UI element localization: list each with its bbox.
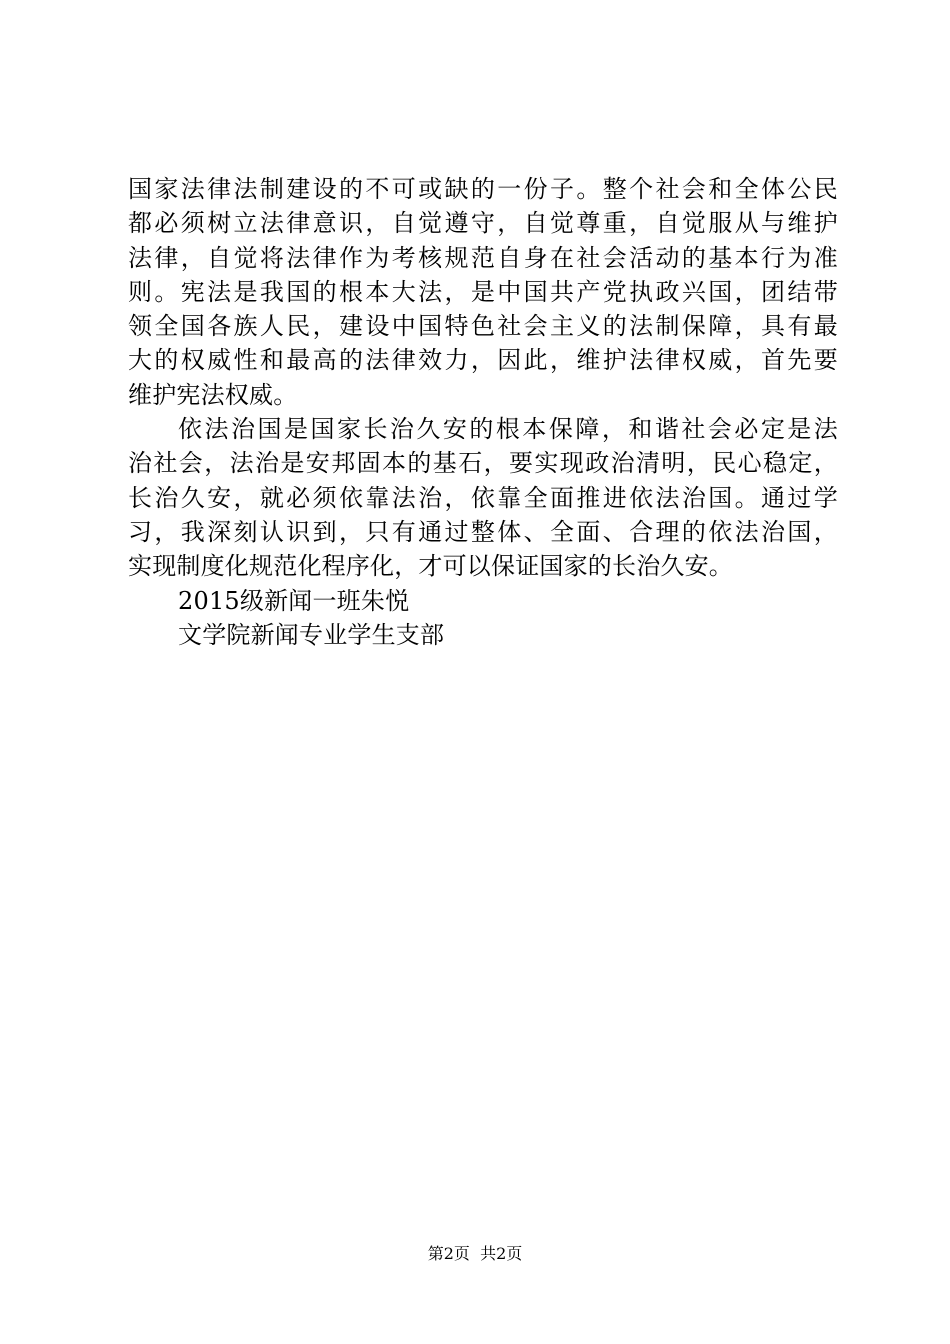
paragraph-2-line-3: 长治久安，就必须依靠法治，依靠全面推进依法治国。通过学 [128, 483, 838, 512]
document-body [128, 172, 838, 652]
paragraph-2-line-5: 实现制度化规范化程序化，才可以保证国家的长治久安。 [128, 552, 733, 581]
paragraph-1-line-4: 则。宪法是我国的根本大法，是中国共产党执政兴国，团结带 [128, 277, 838, 306]
page-number-label: 第2页 共2页 [427, 1244, 523, 1263]
paragraph-1-line-2: 都必须树立法律意识，自觉遵守，自觉尊重，自觉服从与维护 [128, 209, 838, 238]
paragraph-2-line-4: 习，我深刻认识到，只有通过整体、全面、合理的依法治国， [128, 517, 838, 546]
paragraph-2-line-1: 依法治国是国家长治久安的根本保障，和谐社会必定是法 [178, 415, 838, 444]
paragraph-1-line-1: 国家法律法制建设的不可或缺的一份子。整个社会和全体公民 [128, 175, 838, 203]
paragraph-1-line-3: 法律，自觉将法律作为考核规范自身在社会活动的基本行为准 [128, 243, 838, 272]
paragraph-2-line-2: 治社会，法治是安邦固本的基石，要实现政治清明，民心稳定， [128, 449, 838, 478]
page-footer [0, 1244, 950, 1264]
paragraph-1-line-5: 领全国各族人民，建设中国特色社会主义的法制保障，具有最 [128, 312, 838, 341]
paragraph-1-line-6: 大的权威性和最高的法律效力，因此，维护法律权威，首先要 [128, 346, 838, 375]
paragraph-1-line-7: 维护宪法权威。 [128, 380, 298, 409]
signature-author: 2015级新闻一班朱悦 [178, 586, 410, 615]
signature-organization: 文学院新闻专业学生支部 [178, 620, 445, 649]
